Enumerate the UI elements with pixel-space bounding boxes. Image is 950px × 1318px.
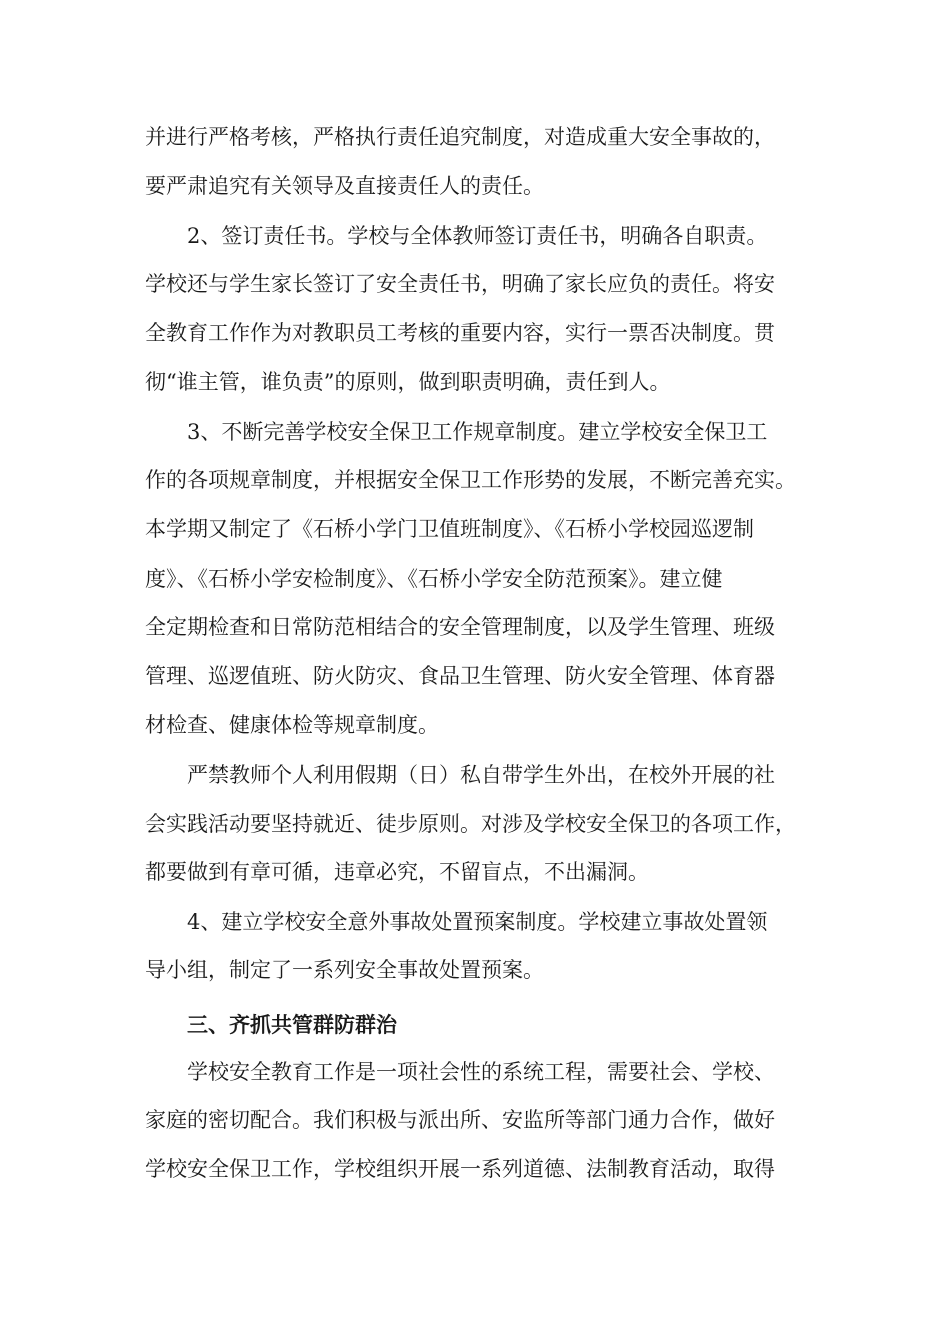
- paragraph-start-line: 4、建立学校安全意外事故处置预案制度。学校建立事故处置领: [187, 910, 768, 934]
- text-line: 全定期检查和日常防范相结合的安全管理制度，以及学生管理、班级: [145, 615, 775, 639]
- text-line: 全教育工作作为对教职员工考核的重要内容，实行一票否决制度。贯: [145, 321, 775, 345]
- text-line: 要严肃追究有关领导及直接责任人的责任。: [145, 174, 544, 198]
- paragraph-start-line: 2、签订责任书。学校与全体教师签订责任书，明确各自职责。: [187, 224, 768, 248]
- paragraph-start-line: 严禁教师个人利用假期（日）私自带学生外出，在校外开展的社: [187, 763, 775, 787]
- text-line: 彻“谁主管，谁负责”的原则，做到职责明确，责任到人。: [145, 370, 671, 394]
- paragraph-start-line: 3、不断完善学校安全保卫工作规章制度。建立学校安全保卫工: [187, 420, 768, 444]
- text-line: 会实践活动要坚持就近、徒步原则。对涉及学校安全保卫的各项工作，: [145, 812, 796, 836]
- text-line: 度》、《石桥小学安检制度》、《石桥小学安全防范预案》。建立健: [145, 567, 723, 591]
- text-line: 本学期又制定了《石桥小学门卫值班制度》、《石桥小学校园巡逻制: [145, 517, 754, 541]
- text-line: 家庭的密切配合。我们积极与派出所、安监所等部门通力合作，做好: [145, 1108, 775, 1132]
- text-line: 学校还与学生家长签订了安全责任书，明确了家长应负的责任。将安: [145, 272, 775, 296]
- text-line: 管理、巡逻值班、防火防灾、食品卫生管理、防火安全管理、体育器: [145, 664, 775, 688]
- text-line: 学校安全保卫工作，学校组织开展一系列道德、法制教育活动，取得: [145, 1157, 775, 1181]
- section-heading: 三、齐抓共管群防群治: [187, 1013, 397, 1037]
- text-line: 材检查、健康体检等规章制度。: [145, 713, 439, 737]
- paragraph-start-line: 学校安全教育工作是一项社会性的系统工程，需要社会、学校、: [187, 1060, 775, 1084]
- text-line: 都要做到有章可循，违章必究，不留盲点，不出漏洞。: [145, 860, 649, 884]
- text-line: 作的各项规章制度，并根据安全保卫工作形势的发展，不断完善充实。: [145, 468, 796, 492]
- text-line: 并进行严格考核，严格执行责任追究制度，对造成重大安全事故的，: [145, 125, 775, 149]
- text-line: 导小组，制定了一系列安全事故处置预案。: [145, 958, 544, 982]
